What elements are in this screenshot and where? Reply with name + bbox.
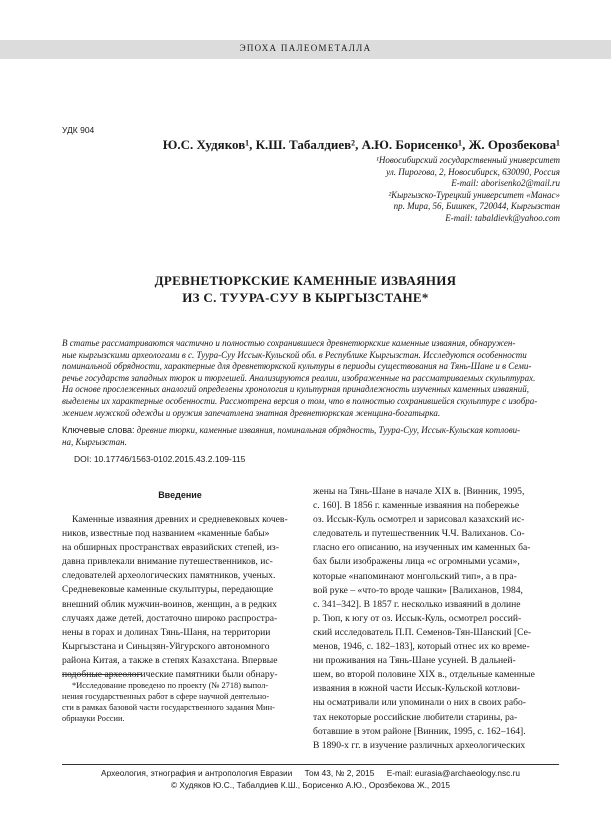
section-header: ЭПОХА ПАЛЕОМЕТАЛЛА bbox=[239, 43, 372, 53]
keywords-label: Ключевые слова: bbox=[62, 425, 135, 435]
authors: Ю.С. Худяков¹, К.Ш. Табалдиев², А.Ю. Борисенко¹, Ж. Орозбекова¹ bbox=[162, 137, 560, 152]
body-line: вой руке – «что-то вроде чашки» [Валиханов, 1984, bbox=[313, 584, 523, 596]
abstract-line: На основе прослеженных аналогий определены хронология и культурная принадлежность изученных каменных изваяний, bbox=[62, 384, 529, 395]
left-column bbox=[62, 513, 298, 682]
journal-name: Археология, этнография и антропология Евразии bbox=[101, 768, 293, 778]
abstract-line: жением мужской одежды и оружия запечатлена знатная древнетюркская женщина-богатырка. bbox=[62, 407, 441, 418]
body-line: р. Тюп, к югу от оз. Иссык-Куль, осмотрел россий- bbox=[313, 612, 522, 624]
body-line: ников, известные под названием «каменные бабы» bbox=[62, 528, 270, 540]
body-line: внешний облик мужчин-воинов, женщин, а в редких bbox=[62, 598, 277, 610]
body-line: тах некоторые российские любители старины, ра- bbox=[313, 711, 518, 723]
footnote-line: *Исследование проведено по проекту (№ 2718) выпол- bbox=[72, 681, 269, 690]
affiliation-line: ул. Пирогова, 2, Новосибирск, 630090, Россия bbox=[386, 166, 560, 177]
body-line: которые «напоминают монгольский тип», а в пра- bbox=[313, 570, 517, 582]
abstract-line: выделены их характерные особенности. Рассмотрена версия о том, что в полностью сохранившейся скульптуре с изобра- bbox=[62, 395, 538, 406]
body-line: с. 341–342]. В 1857 г. несколько изваяний в долине bbox=[313, 598, 521, 610]
abstract bbox=[62, 338, 558, 419]
body-line: В 1890-х гг. в изучение различных археологических bbox=[313, 739, 526, 751]
article-title bbox=[0, 272, 611, 306]
affiliation-line: ¹Новосибирский государственный университет bbox=[376, 155, 560, 165]
body-line: нены в горах и долинах Тянь-Шаня, на территории bbox=[62, 626, 271, 638]
intro-heading: Введение bbox=[158, 490, 202, 500]
author-email: E-mail: aborisenko2@mail.ru bbox=[451, 178, 560, 189]
footnote-line: сти в рамках базовой части государственного задания Мин- bbox=[62, 703, 275, 712]
body-line: случаях даже детей, достаточно широко распростра- bbox=[62, 612, 278, 624]
article-title-line: ИЗ С. ТУУРА-СУУ В КЫРГЫЗСТАНЕ* bbox=[182, 290, 429, 305]
udk-code: УДК 904 bbox=[62, 125, 95, 135]
affiliations bbox=[240, 155, 560, 225]
abstract-line: поминальной обрядности, характерные для древнетюркской культуры в периоды существования на Тянь-Шане и в Семи- bbox=[62, 361, 532, 372]
abstract-line: В статье рассматриваются частично и полностью сохранившиеся древнетюркские каменные изваяния, обнаружен- bbox=[62, 338, 516, 348]
body-line: бах были изображены лица «с огромными усами», bbox=[313, 556, 520, 568]
body-line: следователей археологических памятников, ученых. bbox=[62, 570, 276, 582]
body-line: давна привлекали внимание путешественников, ис- bbox=[62, 556, 273, 568]
keywords-text: на, Кыргызстан. bbox=[62, 436, 127, 447]
body-line: подобные археологические памятники были обнару- bbox=[62, 669, 278, 681]
copyright: © Худяков Ю.С., Табалдиев К.Ш., Борисенко А.Ю., Орозбекова Ж., 2015 bbox=[170, 780, 451, 790]
right-column bbox=[313, 485, 559, 753]
abstract-line: ные кыргызскими археологами в с. Туура-Суу Иссык-Кульской обл. в Республике Кыргызстан. Исследуются особенности bbox=[62, 349, 527, 360]
body-line: гласно его описанию, на изученных им каменных ба- bbox=[313, 542, 531, 554]
affiliation-line: пр. Мира, 56, Бишкек, 720044, Кыргызстан bbox=[393, 201, 560, 212]
article-title-line: ДРЕВНЕТЮРКСКИЕ КАМЕННЫЕ ИЗВАЯНИЯ bbox=[154, 273, 457, 288]
abstract-line: речье государств западных тюрок и тюргешей. Анализируются реалии, изображенные на рассматриваемых скульптурах. bbox=[62, 372, 536, 383]
body-line: Средневековые каменные скульптуры, передающие bbox=[62, 584, 274, 596]
doi[interactable]: DOI: 10.17746/1563-0102.2015.43.2.109-115 bbox=[74, 454, 246, 464]
body-line: изваяния в южной части Иссык-Кульской котлови- bbox=[313, 683, 521, 695]
footnote-line: нения государственных работ в сфере научной деятельно- bbox=[62, 692, 270, 701]
body-line: следователь и путешественник Ч.Ч. Валиханов. Со- bbox=[313, 528, 525, 540]
body-line: шем, во второй половине XIX в., отдельные каменные bbox=[313, 669, 535, 681]
body-line: ны осматривали или упоминали о них в своих рабо- bbox=[313, 697, 526, 709]
body-line: жены на Тянь-Шане в начале XIX в. [Винник, 1995, bbox=[313, 486, 525, 497]
body-line: ни проживания на Тянь-Шане усуней. В дальней- bbox=[313, 655, 516, 667]
page-footer bbox=[62, 767, 559, 791]
affiliation-line: ²Кыргызско-Турецкий университет «Манас» bbox=[388, 189, 560, 200]
body-line: с. 160]. В 1856 г. каменные изваяния на побережье bbox=[313, 500, 520, 512]
journal-volume: Том 43, № 2, 2015 bbox=[304, 768, 375, 778]
body-line: ботавшие в этом районе [Винник, 1995, с. 162–164]. bbox=[313, 725, 526, 737]
keywords bbox=[62, 425, 558, 448]
body-line: менов, 1946, с. 182–183], который отнес их ко време- bbox=[313, 641, 530, 653]
body-line: ский исследователь П.П. Семенов-Тян-Шанский [Се- bbox=[313, 626, 532, 638]
body-line: района Китая, а также в степях Казахстана. Впервые bbox=[62, 654, 278, 666]
footer-divider bbox=[62, 764, 559, 765]
body-line: на обширных пространствах евразийских степей, из- bbox=[62, 542, 279, 554]
journal-email[interactable]: E-mail: eurasia@archaeology.nsc.ru bbox=[386, 768, 520, 778]
footnote-line: обрнауки России. bbox=[62, 714, 125, 723]
body-line: Кыргызстана и Синьцзян-Уйгурского автономного bbox=[62, 640, 270, 652]
body-line: Каменные изваяния древних и средневековых кочев- bbox=[72, 514, 288, 525]
footnote bbox=[62, 680, 298, 724]
keywords-text: древние тюрки, каменные изваяния, поминальная обрядность, Туура-Суу, Иссык-Кульская котлови- bbox=[136, 425, 521, 435]
body-line: оз. Иссык-Куль осмотрел и зарисовал казахский ис- bbox=[313, 514, 525, 526]
author-email: E-mail: tabaldievk@yahoo.com bbox=[445, 212, 560, 223]
footnote-divider bbox=[62, 674, 142, 675]
